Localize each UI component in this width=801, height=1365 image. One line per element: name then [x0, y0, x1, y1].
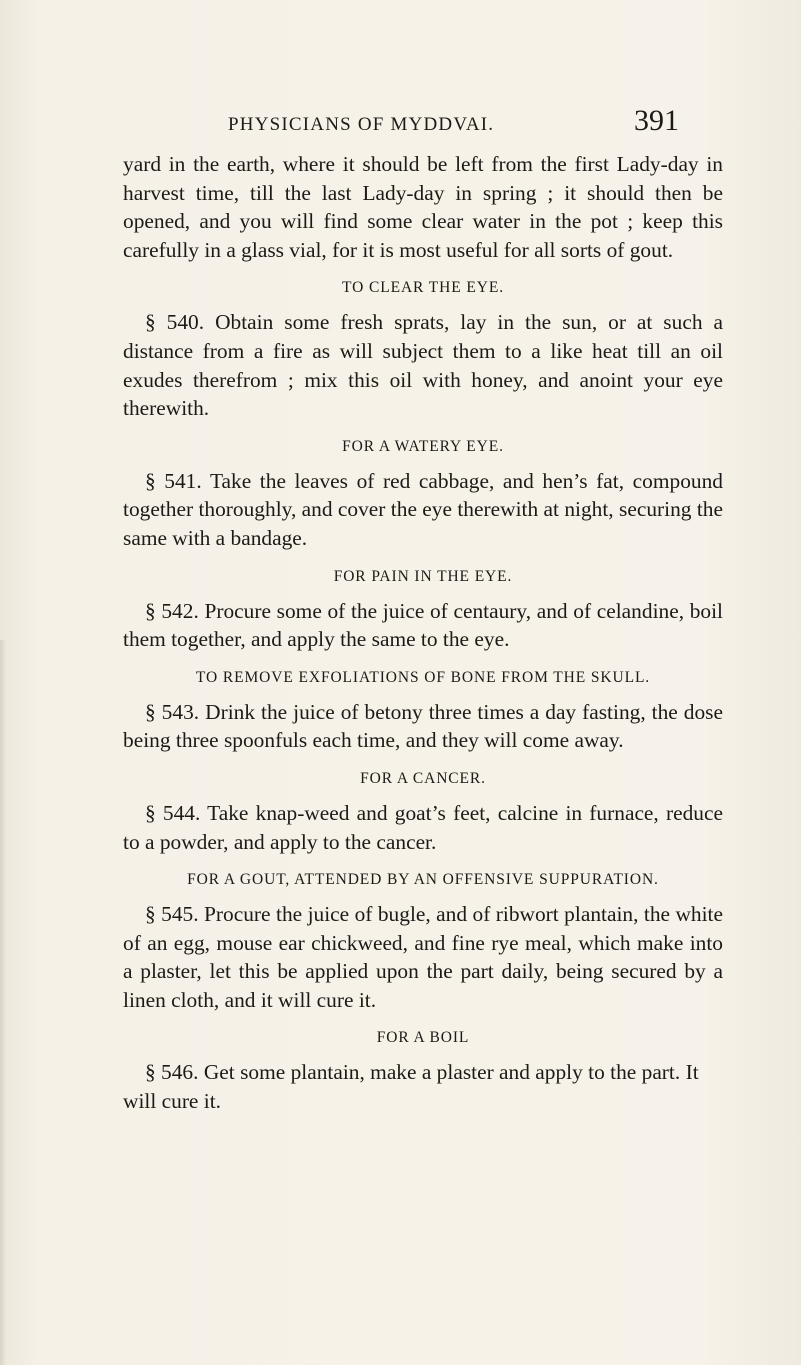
section-number: § 543. — [145, 699, 200, 724]
page-header — [0, 104, 801, 144]
section-number: § 546. — [145, 1060, 199, 1085]
section-number: § 540. — [145, 310, 205, 335]
recipe-text: Procure the juice of bugle, and of ribwort plantain, the white of an egg, mouse ear chickweed, and fine rye meal, which make into a plaster, let this be applied upon the part daily, being secured by a linen cloth, and it will cure it. — [123, 902, 723, 1012]
recipe-paragraph — [123, 799, 723, 856]
recipe-text: Take the leaves of red cabbage, and hen’s fat, compound together thoroughly, and cover the eye therewith at night, securing the same with a bandage. — [123, 468, 723, 550]
section-number: § 541. — [145, 468, 202, 493]
section-heading: FOR A CANCER. — [360, 769, 486, 787]
section-heading: TO CLEAR THE EYE. — [342, 279, 504, 297]
recipe-text: Drink the juice of betony three times a day fasting, the dose being three spoonfuls each time, and they will come away. — [123, 699, 723, 753]
section-heading: TO REMOVE EXFOLIATIONS OF BONE FROM THE SKULL. — [195, 668, 651, 686]
recipe-paragraph — [123, 597, 723, 654]
page-number: 391 — [634, 104, 679, 137]
section-number: § 544. — [145, 800, 201, 825]
section-number: § 542. — [145, 598, 199, 623]
section-heading: FOR A BOIL — [376, 1029, 470, 1047]
page-body — [123, 150, 723, 1116]
running-title: PHYSICIANS OF MYDDVAI. — [228, 114, 495, 135]
recipe-text: Obtain some fresh sprats, lay in the sun, or at such a distance from a fire as will subject them to a like heat till an oil exudes therefrom ; mix this oil with honey, and anoint your eye therewith. — [123, 310, 723, 421]
section-heading: FOR PAIN IN THE EYE. — [333, 567, 513, 585]
recipe-paragraph — [123, 900, 723, 1014]
recipe-paragraph — [123, 467, 723, 553]
section-heading: FOR A GOUT, ATTENDED BY AN OFFENSIVE SUPPURATION. — [187, 871, 659, 889]
recipe-text: Take knap-weed and goat’s feet, calcine in furnace, reduce to a powder, and apply to the cancer. — [123, 800, 723, 854]
section-heading: FOR A WATERY EYE. — [342, 437, 504, 455]
recipe-paragraph — [123, 308, 723, 422]
recipe-paragraph — [123, 1058, 723, 1115]
recipe-text: Get some plantain, make a plaster and apply to the part. It will cure it. — [123, 1060, 699, 1114]
section-number: § 545. — [145, 902, 199, 927]
page-edge-shadow — [0, 640, 6, 1365]
recipe-paragraph — [123, 698, 723, 755]
opening-paragraph: yard in the earth, where it should be left from the first Lady-day in harvest time, till the last Lady-day in spring ; it should then be opened, and you will find some clear water in the pot ; keep this carefully in a glass vial, for it is most useful for all sorts of gout. — [123, 152, 723, 262]
recipe-text: Procure some of the juice of centaury, and of celandine, boil them together, and apply the same to the eye. — [123, 598, 723, 652]
